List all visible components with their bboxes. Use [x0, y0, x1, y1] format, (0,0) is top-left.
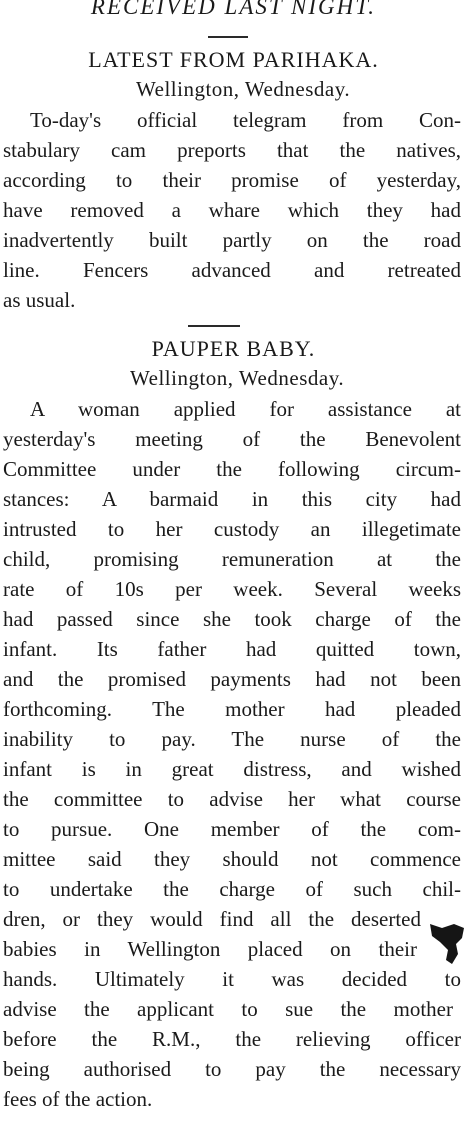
article2-line: the committee to advise her what course: [3, 787, 461, 811]
kicker-rule: [208, 36, 248, 38]
article1-line: To-day's official telegram from Con-: [30, 108, 461, 132]
article2-headline: PAUPER BABY.: [151, 336, 316, 361]
article2-line: Committee under the following circum-: [3, 457, 461, 481]
article2-line: babies in Wellington placed on their: [3, 937, 417, 961]
article2-line: mittee said they should not commence: [3, 847, 461, 871]
article2-line: A woman applied for assistance at: [30, 397, 461, 421]
section-kicker: RECEIVED LAST NIGHT.: [90, 0, 377, 19]
article1-line: inadvertently built partly on the road: [3, 228, 461, 252]
article2-line: intrusted to her custody an illegetimate: [3, 517, 461, 541]
article2-line: to pursue. One member of the com-: [3, 817, 461, 841]
ink-blot-mark: [428, 918, 467, 968]
article2-line: inability to pay. The nurse of the: [3, 727, 461, 751]
article2-line: fees of the action.: [3, 1087, 153, 1111]
article1-line: stabulary cam preports that the natives,: [3, 138, 461, 162]
article2-line: advise the applicant to sue the mother: [3, 997, 453, 1021]
article2-line: forthcoming. The mother had pleaded: [3, 697, 461, 721]
article2-line: child, promising remuneration at the: [3, 547, 461, 571]
article2-line: infant. Its father had quitted town,: [3, 637, 461, 661]
article1-line: according to their promise of yesterday,: [3, 168, 461, 192]
article2-line: and the promised payments had not been: [3, 667, 461, 691]
article1-line: as usual.: [3, 288, 76, 312]
article2-line: stances: A barmaid in this city had: [3, 487, 461, 511]
article2-line: being authorised to pay the necessary: [3, 1057, 461, 1081]
article1-line: line. Fencers advanced and retreated: [3, 258, 461, 282]
article2-line: yesterday's meeting of the Benevolent: [3, 427, 461, 451]
article2-line: had passed since she took charge of the: [3, 607, 461, 631]
article2-line: infant is in great distress, and wished: [3, 757, 461, 781]
article-divider-rule: [188, 325, 240, 327]
article1-headline: LATEST FROM PARIHAKA.: [88, 47, 379, 72]
article2-line: rate of 10s per week. Several weeks: [3, 577, 461, 601]
article1-line: have removed a whare which they had: [3, 198, 461, 222]
article2-line: to undertake the charge of such chil-: [3, 877, 461, 901]
article2-line: before the R.M., the relieving officer: [3, 1027, 461, 1051]
article2-dateline: Wellington, Wednesday.: [130, 366, 345, 390]
article1-dateline: Wellington, Wednesday.: [136, 77, 351, 101]
article2-line: hands. Ultimately it was decided to: [3, 967, 461, 991]
article2-line: dren, or they would find all the deserted: [3, 907, 421, 931]
